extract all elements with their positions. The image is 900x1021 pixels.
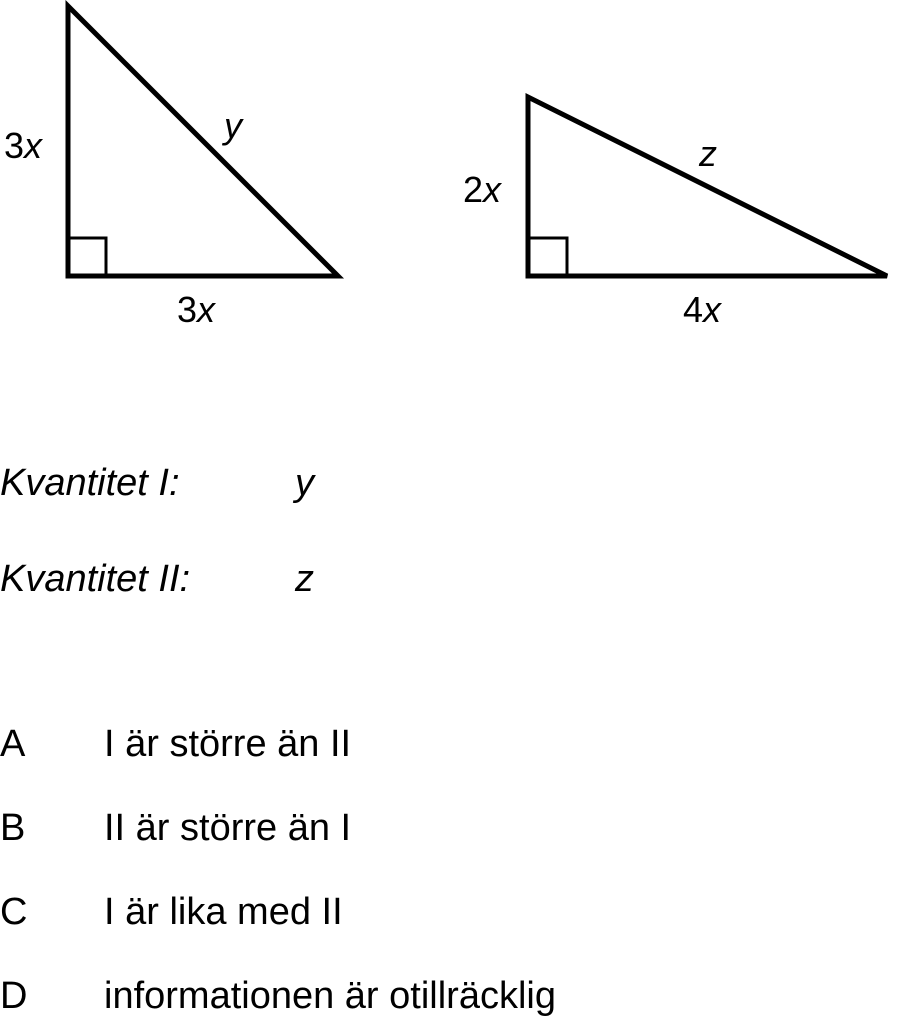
triangle-2	[463, 97, 887, 330]
quantity-2-value: z	[295, 558, 314, 600]
option-c-text: I är lika med II	[104, 891, 343, 933]
triangle-1-left-label: 3x	[4, 125, 43, 166]
option-a-letter: A	[0, 723, 26, 765]
option-b-text: II är större än I	[104, 807, 352, 849]
quantity-2-label: Kvantitet II:	[0, 558, 191, 600]
triangle-1-outline	[68, 6, 338, 276]
option-c-letter: C	[0, 891, 28, 933]
triangle-2-hypotenuse-label: z	[699, 133, 717, 174]
triangle-2-bottom-label: 4x	[683, 289, 722, 330]
option-d-text: informationen är otillräcklig	[104, 975, 556, 1017]
option-a-text: I är större än II	[104, 723, 352, 765]
quantity-1-label: Kvantitet I:	[0, 462, 180, 504]
triangle-1-right-angle-mark	[68, 238, 106, 276]
answer-option-d[interactable]	[0, 971, 880, 1021]
option-b-letter: B	[0, 807, 26, 849]
triangle-1-hypotenuse-label: y	[224, 105, 242, 146]
answer-option-a[interactable]	[0, 719, 880, 769]
answer-option-c[interactable]	[0, 887, 880, 937]
triangles-svg	[0, 0, 900, 345]
quantity-1-value: y	[295, 462, 314, 504]
answer-option-b[interactable]	[0, 803, 880, 853]
triangle-2-left-label: 2x	[463, 169, 502, 210]
triangle-2-right-angle-mark	[528, 238, 567, 276]
triangles-figure	[0, 0, 900, 345]
option-d-letter: D	[0, 975, 28, 1017]
triangle-1-bottom-label: 3x	[177, 289, 216, 330]
triangle-2-outline	[528, 97, 887, 276]
triangle-1	[4, 6, 338, 330]
